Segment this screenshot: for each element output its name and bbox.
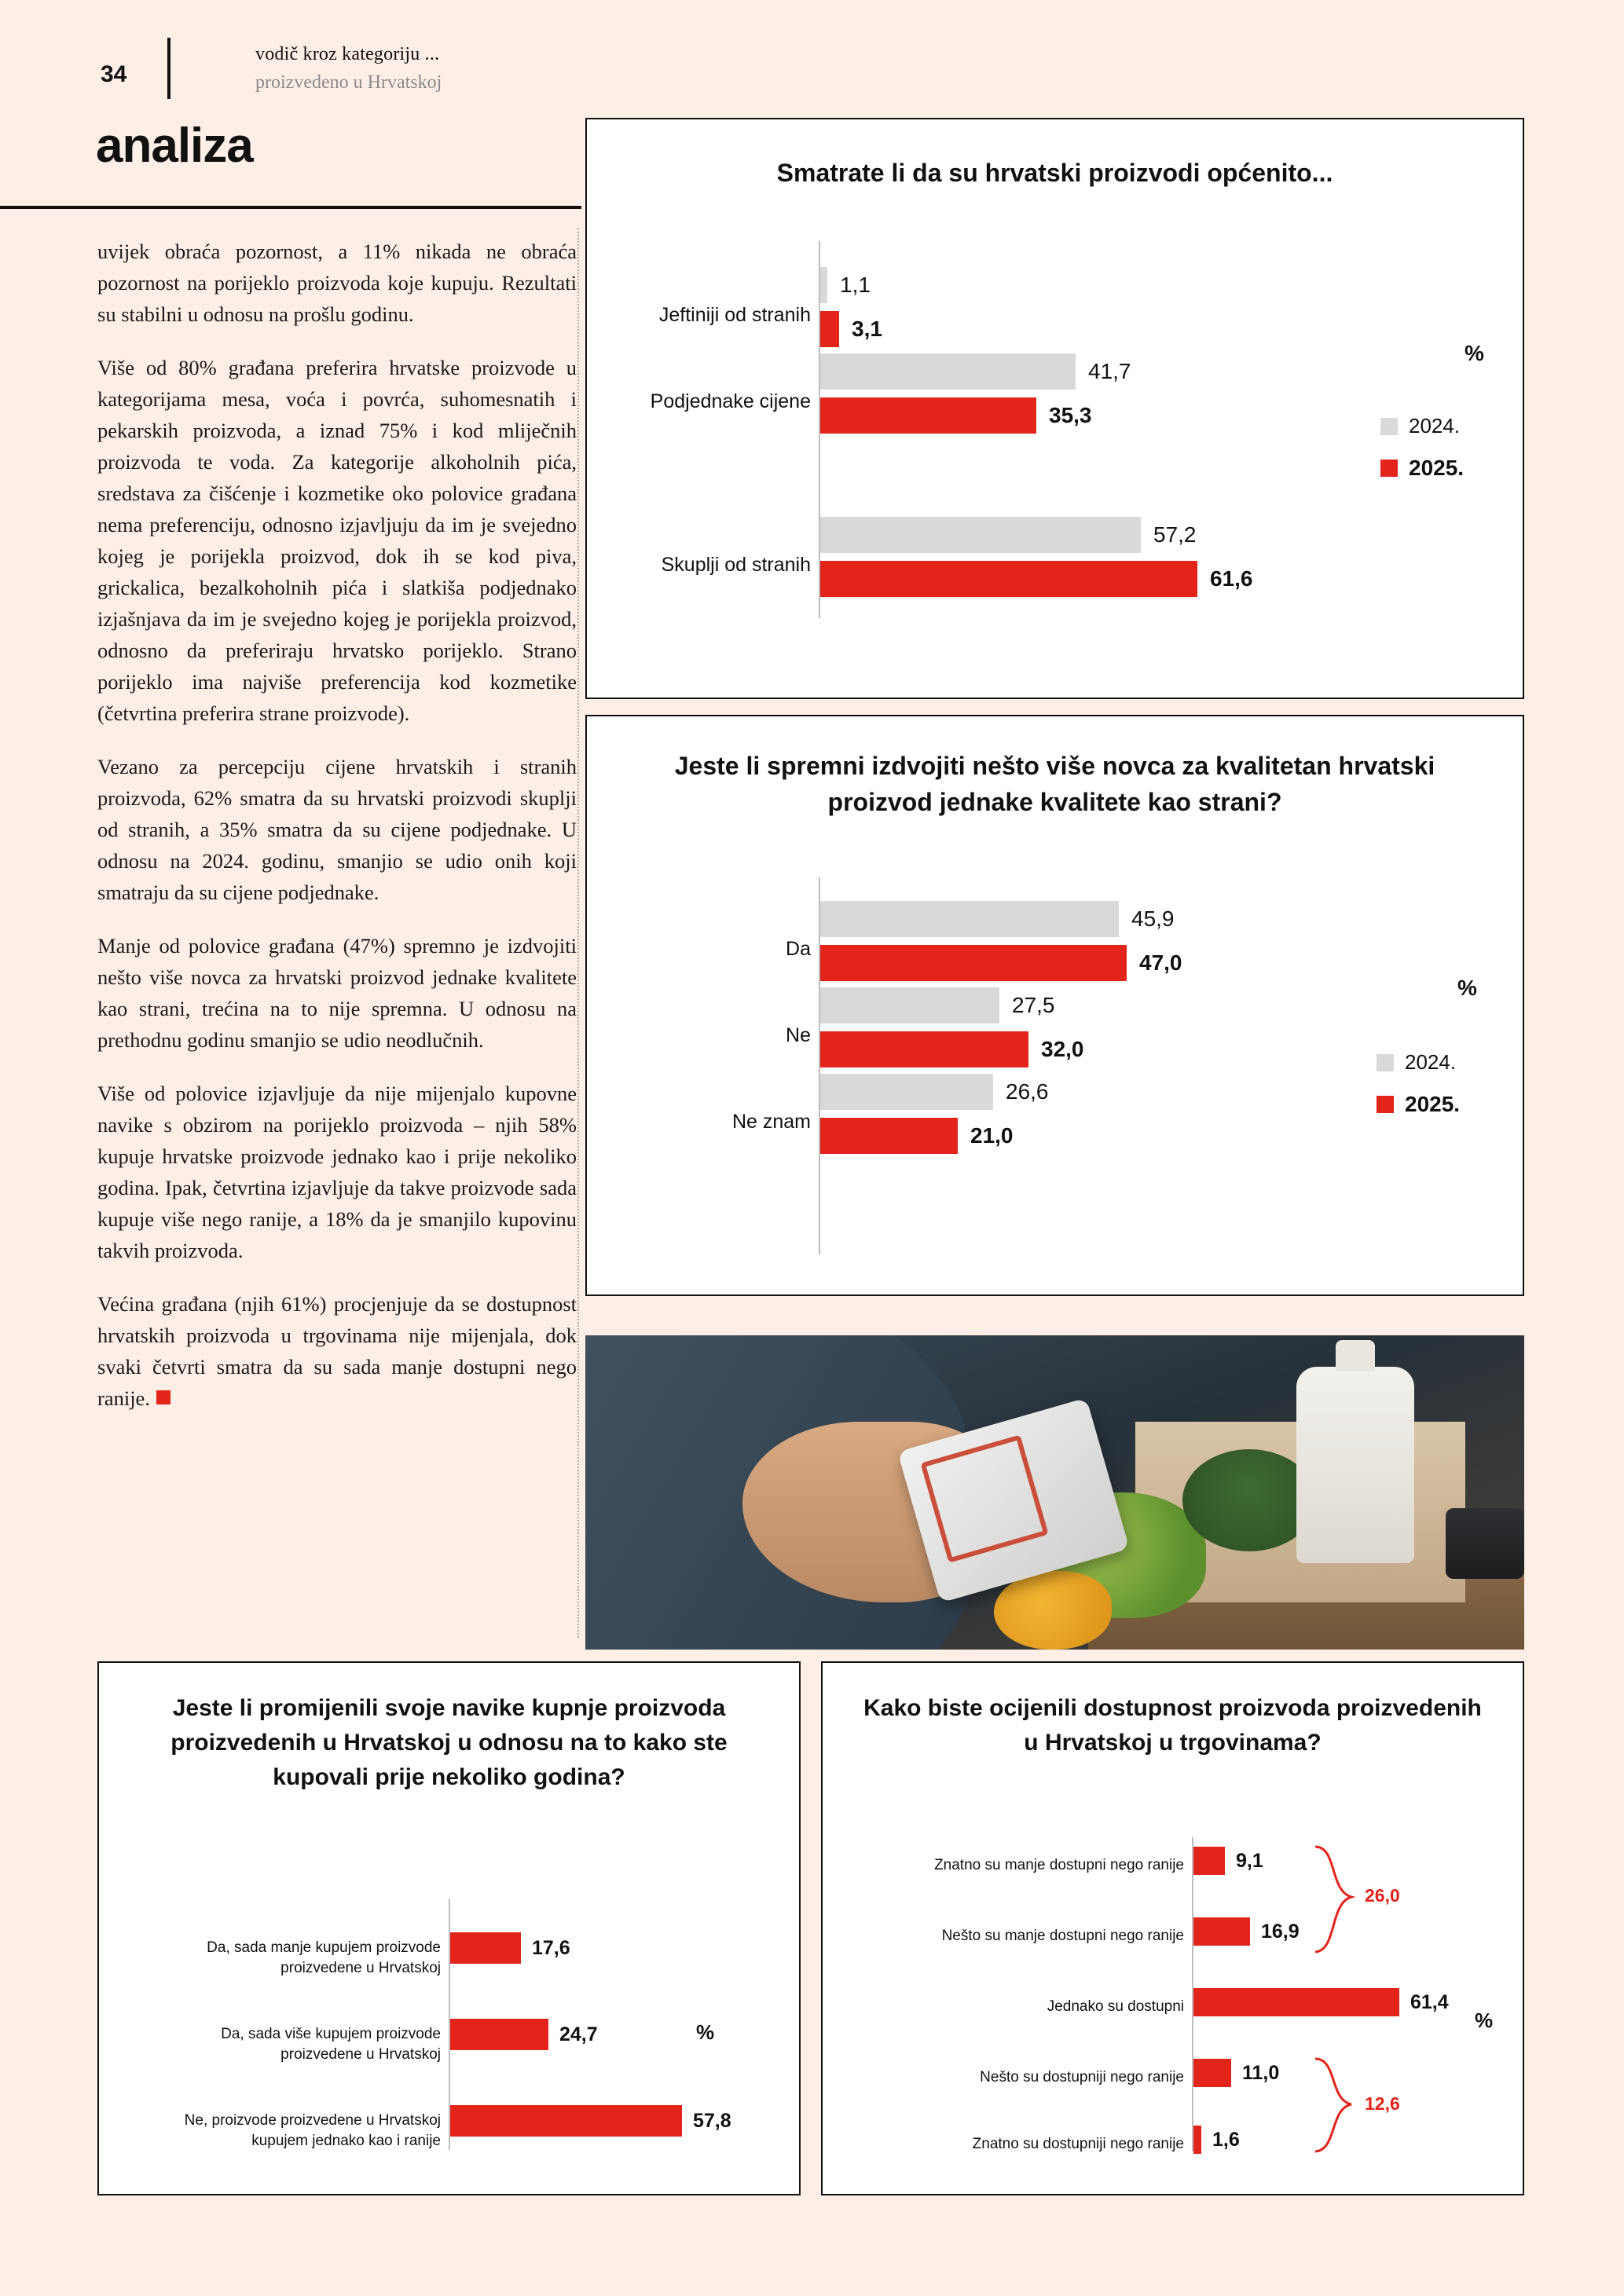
page-title: analiza [96, 119, 253, 173]
brace-upper-icon [1314, 1842, 1361, 1960]
bar-2024 [820, 267, 827, 303]
bar-group-ne [820, 987, 1084, 1067]
category-label: Nešto su manje dostupni nego ranije [941, 1928, 1184, 1944]
bar-value-2025: 32,0 [1041, 1037, 1084, 1061]
legend-item-2025 [1377, 1092, 1460, 1117]
unit-label: % [696, 2020, 715, 2044]
chart-panel-willingness [585, 715, 1524, 1296]
unit-label: % [1465, 341, 1484, 365]
category-label: Ne, proizvode proizvedene u Hrvatskoj kupujem jednako kao i ranije [184, 2112, 441, 2149]
category-label: Znatno su dostupniji nego ranije [972, 2136, 1184, 2152]
header-divider [0, 206, 581, 209]
bar-2025 [820, 397, 1036, 434]
category-label: Da, sada više kupujem proizvode proizvedene u Hrvatskoj [221, 2026, 441, 2063]
bar-2025 [820, 945, 1127, 981]
bar-row-2024 [820, 1074, 1049, 1110]
bar-value-2024: 57,2 [1153, 522, 1197, 547]
legend-label: 2024. [1405, 1050, 1457, 1074]
brace-upper-label: 26,0 [1365, 1885, 1400, 1906]
bar-value-2025: 21,0 [970, 1123, 1014, 1148]
legend-item-2025 [1380, 456, 1464, 481]
bar-row-2025 [820, 1031, 1084, 1067]
bar-group-skuplji [820, 517, 1253, 597]
legend-label: 2025. [1409, 456, 1465, 480]
bar-row-jednako [450, 2105, 731, 2137]
bar-row-2025 [820, 311, 882, 347]
category-label: Ne [786, 1024, 811, 1046]
bar-group-podjednake [820, 353, 1131, 434]
bar-row-2024 [820, 987, 1084, 1023]
brace-lower-icon [1314, 2056, 1361, 2158]
chart-title: Smatrate li da su hrvatski proizvodi općenito... [776, 159, 1333, 187]
brace-lower-label: 12,6 [1365, 2093, 1400, 2114]
bar-value-2025: 3,1 [852, 317, 882, 341]
paragraph: Vezano za percepciju cijene hrvatskih i stranih proizvoda, 62% smatra da su hrvatski proizvodi skuplji od stranih, a 35% smatra da su cijene podjednake. U odnosu na 2024. godinu, smanjio se udio onih koji smatraju da su cijene podjednake. [97, 755, 577, 904]
legend-item-2024 [1380, 414, 1464, 438]
bar-2024 [820, 987, 999, 1023]
bar-2025 [820, 1031, 1028, 1067]
bar-value: 17,6 [532, 1936, 570, 1959]
bar-2025 [820, 311, 839, 347]
bar-value: 61,4 [1410, 1990, 1449, 2013]
bar [1193, 1847, 1225, 1875]
bar-2025 [820, 561, 1197, 597]
bar-row-znatno-dostupniji [1193, 2126, 1240, 2154]
chart-title: Jeste li promijenili svoje navike kupnje proizvoda proizvedenih u Hrvatskoj u odnosu na to kako ste kupovali prije nekoliko godina? [170, 1695, 728, 1790]
bar-value-2025: 61,6 [1210, 566, 1253, 591]
bar-row-2024 [820, 267, 882, 303]
paragraph: uvijek obraća pozornost, a 11% nikada ne obraća pozornost na porijeklo proizvoda koje kupuju. Rezultati su stabilni u odnosu na prošlu godinu. [97, 240, 577, 326]
article-body [97, 236, 577, 1414]
bar-row-nesto-manje [1193, 1917, 1300, 1946]
bar [1193, 1988, 1399, 2016]
photo-pepper [994, 1571, 1112, 1650]
bar-value-2024: 27,5 [1012, 993, 1055, 1017]
bar-row-2024 [820, 517, 1253, 553]
photo-groceries [585, 1335, 1524, 1650]
chart-panel-availability [821, 1661, 1524, 2195]
bar-value-2025: 47,0 [1139, 950, 1182, 975]
bar-row-2025 [820, 397, 1131, 434]
bar [1193, 1917, 1250, 1946]
paragraph: Više od 80% građana preferira hrvatske proizvode u kategorijama mesa, voća i povrća, suhomesnatih i pekarskih proizvoda, a iznad 75% i kod mliječnih proizvoda te voda. Za kategorije alkoholnih pića, sredstava za čišćenje i kozmetike oko polovice građana nema preferenciju, odnosno izjavljuju da im je svejedno kojeg je porijekla proizvod, dok ih se kod piva, grickalica, bezalkoholnih pića i slatkiša podjednako izjašnjava da im je svejedno kojeg je porijekla proizvod, odnosno da preferiraju hrvatsko porijeklo. Strano porijeklo ima najviše preferencija kod kozmetike (četvrtina preferira strane proizvode). [97, 356, 577, 725]
bar [1193, 2059, 1231, 2087]
bar-row-2025 [820, 561, 1253, 597]
bar-chart-availability [823, 1663, 1523, 2194]
bar-value: 1,6 [1212, 2128, 1240, 2151]
bar-row-znatno-manje [1193, 1847, 1263, 1875]
legend-item-2024 [1377, 1050, 1460, 1075]
unit-label: % [1475, 2009, 1494, 2032]
bar-value-2024: 26,6 [1006, 1079, 1049, 1104]
photo-can [1446, 1508, 1524, 1579]
header-vertical-rule [167, 38, 170, 99]
paragraph: Više od polovice izjavljuje da nije mijenjalo kupovne navike s obzirom na porijeklo proizvoda – njih 58% kupuje hrvatske proizvode jednako kao i prije nekoliko godina. Ipak, četvrtina izjavljuje da takve proizvode sada kupuje više nego ranije, a 18% da je smanjilo kupovinu takvih proizvoda. [97, 1082, 577, 1262]
legend-swatch-icon [1380, 460, 1398, 477]
bar-value: 11,0 [1242, 2061, 1280, 2084]
bar-chart-habits [99, 1663, 799, 2194]
chart-panel-habits [97, 1661, 801, 2195]
category-label: Da [786, 938, 811, 960]
end-of-article-mark [156, 1390, 170, 1404]
bar [450, 1932, 521, 1964]
bar-value-2024: 41,7 [1088, 359, 1131, 383]
category-label: Ne znam [731, 1111, 811, 1133]
bar-row-manje [450, 1932, 570, 1964]
bar [450, 2105, 682, 2137]
bar-value-2024: 1,1 [840, 273, 871, 297]
bar-group-ne-znam [820, 1074, 1049, 1154]
bar-value: 16,9 [1261, 1920, 1300, 1943]
chart-title: Kako biste ocijenili dostupnost proizvoda proizvedenih u Hrvatskoj u trgovinama? [863, 1695, 1482, 1756]
bar-row-2024 [820, 901, 1182, 937]
bar-row-2024 [820, 353, 1131, 390]
chart-legend [1380, 414, 1464, 498]
category-label: Nešto su dostupniji nego ranije [980, 2069, 1184, 2085]
category-label: Skuplji od stranih [661, 554, 811, 576]
paragraph-text: Većina građana (njih 61%) procjenjuje da se dostupnost hrvatskih proizvoda u trgovinama nije mijenjala, dok svaki četvrti smatra da su sada manje dostupni nego ranije. [97, 1292, 577, 1410]
legend-label: 2024. [1409, 414, 1461, 438]
paragraph: Manje od polovice građana (47%) spremno je izdvojiti nešto više novca za hrvatski proizvod jednake kvalitete kao strani, trećina na to nije spremna. U odnosu na prethodnu godinu smanjio se udio neodlučnih. [97, 934, 577, 1052]
bar-group-da [820, 901, 1182, 981]
legend-swatch-icon [1377, 1096, 1394, 1113]
legend-swatch-icon [1380, 418, 1398, 435]
chart-legend [1377, 1050, 1460, 1134]
bar-row-nesto-dostupniji [1193, 2059, 1279, 2087]
category-label: Znatno su manje dostupni nego ranije [934, 1857, 1184, 1873]
bar-2024 [820, 353, 1076, 390]
bar-row-2025 [820, 945, 1182, 981]
bar-group-jeftiniji [820, 267, 882, 347]
unit-label: % [1457, 976, 1477, 1000]
bar-2024 [820, 1074, 993, 1110]
bar-value-2024: 45,9 [1131, 906, 1175, 931]
category-label: Jeftiniji od stranih [658, 304, 811, 326]
category-label: Jednako su dostupni [1047, 1998, 1184, 2015]
bar-value-2025: 35,3 [1049, 403, 1092, 427]
category-label: Da, sada manje kupujem proizvode proizvedene u Hrvatskoj [207, 1939, 441, 1976]
paragraph-last [97, 1288, 577, 1414]
bar-row-jednako [1193, 1988, 1449, 2016]
bar-value: 9,1 [1236, 1849, 1263, 1872]
chart-title: Jeste li spremni izdvojiti nešto više novca za kvalitetan hrvatski proizvod jednake kvalitete kao strani? [674, 752, 1435, 816]
header-kicker: vodič kroz kategoriju ... [255, 44, 440, 64]
chart-panel-prices [585, 118, 1524, 699]
legend-label: 2025. [1405, 1092, 1461, 1116]
bar-2024 [820, 901, 1119, 937]
bar-row-2025 [820, 1118, 1049, 1154]
bar-value: 57,8 [693, 2109, 731, 2132]
bar [450, 2019, 548, 2050]
legend-swatch-icon [1377, 1054, 1394, 1071]
photo-milk-carton [1296, 1367, 1414, 1563]
column-divider [577, 228, 579, 1638]
bar-2025 [820, 1118, 958, 1154]
grouped-bar-chart-prices [587, 119, 1523, 698]
bar [1193, 2126, 1201, 2154]
grouped-bar-chart-willingness [587, 716, 1523, 1294]
bar-row-vise [450, 2019, 598, 2050]
category-label: Podjednake cijene [650, 390, 811, 412]
header-subkicker: proizvedeno u Hrvatskoj [255, 72, 442, 93]
bar-2024 [820, 517, 1141, 553]
bar-value: 24,7 [559, 2023, 598, 2045]
page-number: 34 [101, 61, 127, 87]
